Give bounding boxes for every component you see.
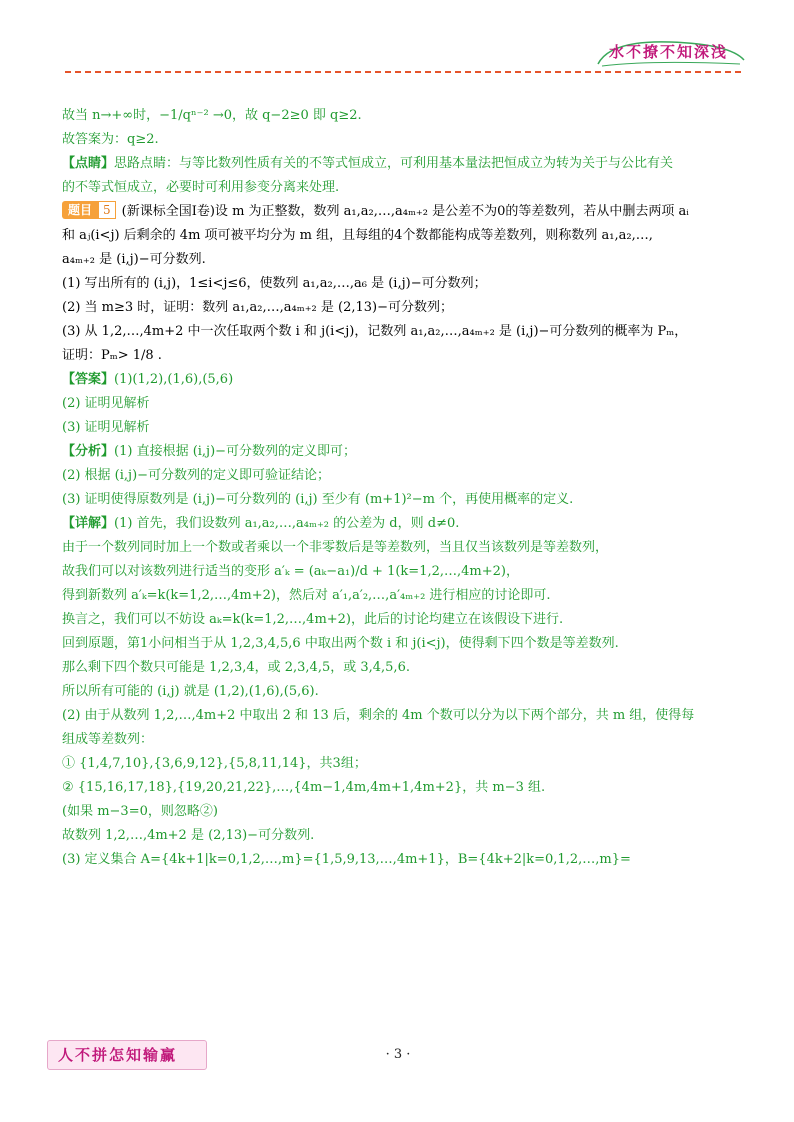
line-text: (2) 证明见解析 xyxy=(62,396,150,411)
text-line xyxy=(62,176,738,200)
line-text: 由于一个数列同时加上一个数或者乘以一个非零数后是等差数列，当且仅当该数列是等差数列， xyxy=(62,540,609,555)
text-line xyxy=(62,680,738,704)
text-line xyxy=(62,824,738,848)
line-text: (如果 m−3=0，则忽略②) xyxy=(62,804,218,819)
text-line xyxy=(62,440,738,464)
line-text: 换言之，我们可以不妨设 aₖ=k(k=1,2,…,4m+2)，此后的讨论均建立在该假设下进行. xyxy=(62,612,564,627)
text-line xyxy=(62,200,738,224)
text-line xyxy=(62,512,738,536)
line-text: (3) 证明使得原数列是 (i,j)−可分数列的 (i,j) 至少有 (m+1)²−m 个，再使用概率的定义. xyxy=(62,492,574,507)
section-label: 【详解】 xyxy=(62,516,115,531)
line-text: 思路点睛：与等比数列性质有关的不等式恒成立，可利用基本量法把恒成立为转为关于与公比有关 xyxy=(114,156,674,171)
text-line xyxy=(62,752,738,776)
text-line xyxy=(62,728,738,752)
text-line xyxy=(62,488,738,512)
text-line xyxy=(62,272,738,296)
line-text: 故当 n→+∞时，−1/qⁿ⁻² →0，故 q−2≥0 即 q≥2. xyxy=(62,108,362,123)
text-line xyxy=(62,320,738,344)
section-label: 【答案】 xyxy=(62,372,115,387)
line-text: (新课标全国Ⅰ卷)设 m 为正整数，数列 a₁,a₂,…,a₄ₘ₊₂ 是公差不为0的等差数列，若从中删去两项 aᵢ xyxy=(121,204,689,219)
line-text: 和 aⱼ(i<j) 后剩余的 4m 项可被平均分为 m 组，且每组的4个数都能构成等差数列，则称数列 a₁,a₂,…, xyxy=(62,228,653,243)
text-line xyxy=(62,536,738,560)
text-line xyxy=(62,224,738,248)
line-text: a₄ₘ₊₂ 是 (i,j)−可分数列. xyxy=(62,252,206,267)
line-text: 故数列 1,2,…,4m+2 是 (2,13)−可分数列. xyxy=(62,828,315,843)
line-text: 故我们可以对该数列进行适当的变形 a′ₖ = (aₖ−a₁)/d + 1(k=1,2,…,4m+2)， xyxy=(62,564,519,579)
text-line xyxy=(62,368,738,392)
line-text: 证明：Pₘ> 1/8 . xyxy=(62,348,162,363)
text-line xyxy=(62,560,738,584)
text-line xyxy=(62,584,738,608)
text-line xyxy=(62,416,738,440)
text-line xyxy=(62,800,738,824)
text-line xyxy=(62,704,738,728)
text-line xyxy=(62,464,738,488)
line-text: (3) 证明见解析 xyxy=(62,420,150,435)
text-line xyxy=(62,128,738,152)
line-text: 那么剩下四个数只可能是 1,2,3,4，或 2,3,4,5，或 3,4,5,6. xyxy=(62,660,410,675)
section-label: 【点睛】 xyxy=(62,156,115,171)
question-number: 5 xyxy=(98,201,116,219)
line-text: 回到原题，第1小问相当于从 1,2,3,4,5,6 中取出两个数 i 和 j(i<j)，使得剩下四个数是等差数列. xyxy=(62,636,619,651)
line-text: 组成等差数列： xyxy=(62,732,154,747)
document-body xyxy=(62,104,738,872)
line-text: (3) 定义集合 A={4k+1|k=0,1,2,…,m}={1,5,9,13,…,4m+1}，B={4k+2|k=0,1,2,…,m}= xyxy=(62,852,631,867)
line-text: 得到新数列 a′ₖ=k(k=1,2,…,4m+2)，然后对 a′₁,a′₂,…,a′₄ₘ₊₂ 进行相应的讨论即可. xyxy=(62,588,551,603)
text-line xyxy=(62,392,738,416)
text-line xyxy=(62,152,738,176)
line-text: (1)(1,2),(1,6),(5,6) xyxy=(114,372,234,387)
text-line xyxy=(62,104,738,128)
line-text: 故答案为：q≥2. xyxy=(62,132,159,147)
text-line xyxy=(62,608,738,632)
text-line xyxy=(62,776,738,800)
line-text: (2) 由于从数列 1,2,…,4m+2 中取出 2 和 13 后，剩余的 4m 个数可以分为以下两个部分，共 m 组，使得每 xyxy=(62,708,695,723)
line-text: 所以所有可能的 (i,j) 就是 (1,2),(1,6),(5,6). xyxy=(62,684,319,699)
line-text: (3) 从 1,2,…,4m+2 中一次任取两个数 i 和 j(i<j)，记数列 a₁,a₂,…,a₄ₘ₊₂ 是 (i,j)−可分数列的概率为 Pₘ， xyxy=(62,324,688,339)
line-text: (1) 直接根据 (i,j)−可分数列的定义即可； xyxy=(114,444,357,459)
line-text: (1) 首先，我们设数列 a₁,a₂,…,a₄ₘ₊₂ 的公差为 d，则 d≠0. xyxy=(114,516,460,531)
footer-slogan: 人不拼怎知输赢 xyxy=(58,1046,178,1064)
text-line xyxy=(62,632,738,656)
page-number: · 3 · xyxy=(385,1047,411,1062)
text-line xyxy=(62,344,738,368)
text-line xyxy=(62,848,738,872)
line-text: 的不等式恒成立，必要时可利用参变分离来处理. xyxy=(62,180,340,195)
line-text: (1) 写出所有的 (i,j)，1≤i<j≤6，使数列 a₁,a₂,…,a₆ 是 (i,j)−可分数列； xyxy=(62,276,487,291)
section-label: 【分析】 xyxy=(62,444,115,459)
text-line xyxy=(62,296,738,320)
text-line xyxy=(62,656,738,680)
text-line xyxy=(62,248,738,272)
header-logo-text: 水不撩不知深浅 xyxy=(609,43,729,61)
header-divider xyxy=(65,71,741,73)
question-badge: 题目 xyxy=(62,201,98,219)
line-text: (2) 当 m≥3 时，证明：数列 a₁,a₂,…,a₄ₘ₊₂ 是 (2,13)−可分数列； xyxy=(62,300,454,315)
line-text: ② {15,16,17,18},{19,20,21,22},…,{4m−1,4m,4m+1,4m+2}，共 m−3 组. xyxy=(62,780,546,795)
line-text: ① {1,4,7,10},{3,6,9,12},{5,8,11,14}，共3组； xyxy=(62,756,367,771)
line-text: (2) 根据 (i,j)−可分数列的定义即可验证结论； xyxy=(62,468,331,483)
